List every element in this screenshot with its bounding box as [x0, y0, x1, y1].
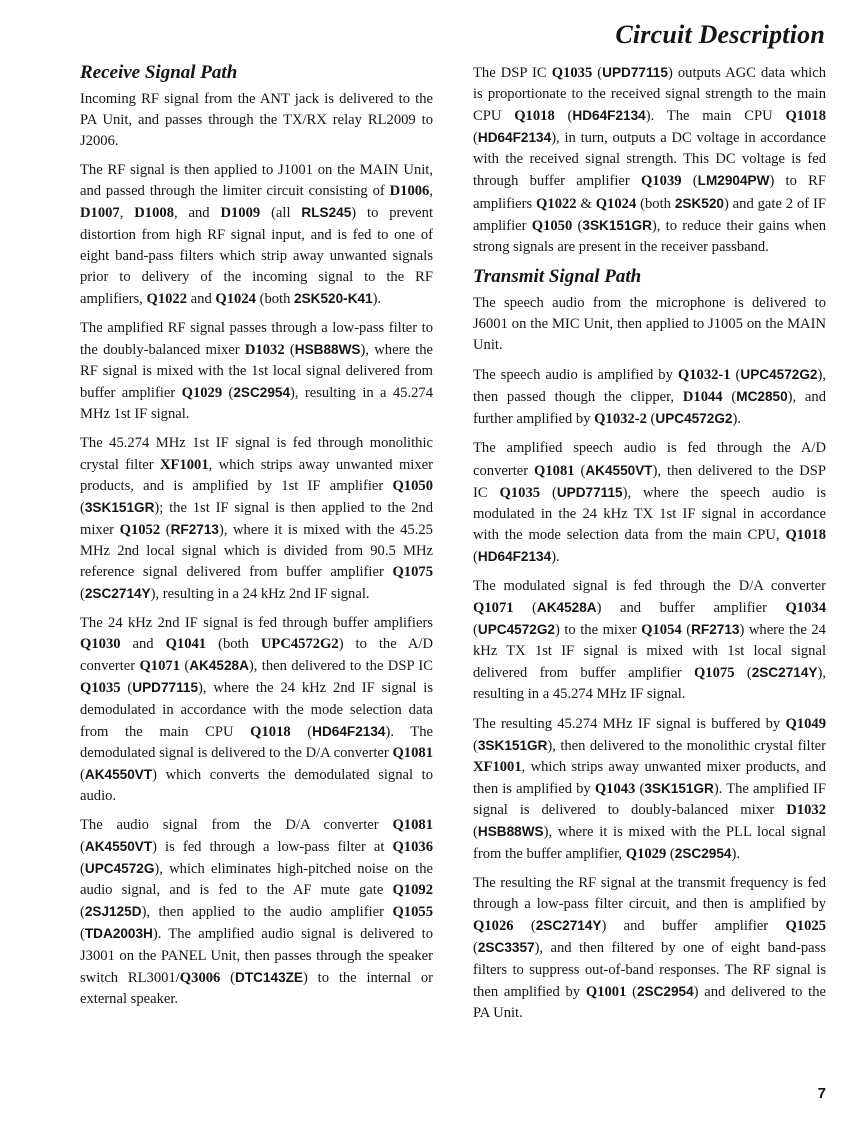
- component-ref: Q1043: [594, 780, 636, 797]
- page-number: 7: [817, 1085, 826, 1102]
- part-number: 2SC3357: [477, 940, 535, 956]
- part-number: AK4550VT: [84, 839, 153, 855]
- text-run: ). The demodulated signal is delivered to the D/A converter: [80, 723, 433, 761]
- part-number: HD64F2134: [477, 130, 552, 146]
- component-ref: Q1035: [551, 65, 593, 81]
- text-run: The speech audio from the microphone is delivered to J6001 on the MIC Unit, then applied to J1005 on the MAIN Unit.: [473, 294, 826, 354]
- text-run: ) to the A/D converter: [80, 636, 433, 675]
- text-run: Incoming RF signal from the ANT jack is delivered to the PA Unit, and passes through the TX/RX relay RL2009 to J2006.: [80, 91, 433, 150]
- part-number: AK4528A: [536, 600, 597, 616]
- section-heading-receive: Receive Signal Path: [80, 62, 238, 83]
- text-run: (: [80, 926, 85, 943]
- text-run: &: [576, 195, 596, 212]
- text-run: ) and delivered to the PA Unit.: [473, 983, 826, 1021]
- text-run: (: [666, 846, 675, 863]
- text-run: ).: [372, 290, 382, 307]
- text-run: ), and then filtered by one of eight band-pass filters to suppress out-of-band responses. The RF signal is then amplified by: [473, 940, 826, 1000]
- text-run: (: [513, 600, 537, 617]
- text-run: ), resulting in a 45.274 MHz IF signal.: [473, 665, 826, 703]
- text-run: (: [734, 665, 752, 682]
- text-run: ) and gate 2 of IF amplifier: [473, 195, 826, 234]
- text-run: (both: [206, 636, 261, 653]
- component-ref: Q1050: [531, 217, 573, 234]
- part-number: 2SK520-K41: [294, 290, 373, 306]
- text-run: ), where it is mixed with the 45.25 MHz 2nd local signal which is divided from 90.5 MHz reference signal delivered from buffer amplifier: [80, 521, 433, 580]
- component-ref: Q1036: [392, 839, 433, 856]
- section-heading-transmit: Transmit Signal Path: [473, 265, 642, 287]
- text-run: ), in turn, outputs a DC voltage in accordance with the received signal strength. This DC voltage is fed through buffer amplifier: [473, 130, 826, 190]
- component-ref: Q1054: [641, 622, 682, 639]
- text-run: ), where the speech audio is modulated in the 24 kHz TX 1st IF signal in accordance with the mode selection data from the main CPU,: [473, 484, 827, 543]
- text-run: and: [120, 636, 166, 653]
- text-run: ) and buffer amplifier: [596, 600, 786, 617]
- paragraph: [473, 438, 826, 568]
- part-number: 3SK151GR: [582, 217, 652, 233]
- text-run: (: [540, 484, 557, 501]
- text-run: ,: [119, 205, 135, 222]
- text-run: ), then passed though the clipper,: [473, 367, 826, 406]
- component-ref: XF1001: [160, 456, 209, 473]
- component-ref: Q1001: [585, 983, 627, 1000]
- text-run: (: [473, 548, 478, 565]
- text-run: (both: [255, 290, 295, 307]
- text-run: , which strips away unwanted mixer products, and is amplified by 1st IF amplifier: [80, 456, 433, 494]
- component-ref: Q1081: [392, 744, 433, 761]
- part-number: LM2904PW: [697, 173, 770, 189]
- text-run: ) and buffer amplifier: [601, 918, 786, 935]
- text-run: ), where the RF signal is mixed with the 1st local signal delivered from buffer amplifier: [80, 342, 433, 402]
- text-run: ) to the mixer: [554, 622, 642, 639]
- part-number: 2SC2954: [636, 983, 694, 999]
- paragraph: [80, 613, 433, 807]
- left-column: [80, 62, 433, 1018]
- component-ref: Q1039: [641, 173, 682, 190]
- text-run: (: [160, 521, 171, 538]
- text-run: ) to RF amplifiers: [473, 173, 826, 212]
- text-run: ) to the internal or external speaker.: [80, 969, 433, 1007]
- text-run: The resulting 45.274 MHz IF signal is buffered by: [473, 715, 786, 732]
- component-ref: Q1032-1: [677, 367, 731, 384]
- part-number: 2SJ125D: [84, 904, 142, 920]
- part-number: DTC143ZE: [235, 969, 304, 985]
- component-ref: Q1018: [514, 108, 555, 125]
- part-number: 2SC2954: [233, 385, 291, 401]
- text-run: (: [284, 342, 295, 359]
- component-ref: D1032: [244, 342, 285, 359]
- component-ref: Q1081: [392, 817, 433, 833]
- text-run: The 24 kHz 2nd IF signal is fed through buffer amplifiers: [80, 615, 433, 632]
- text-run: (: [222, 385, 234, 402]
- text-run: (: [635, 780, 645, 797]
- text-run: The 45.274 MHz 1st IF signal is fed through monolithic crystal filter: [80, 435, 433, 473]
- component-ref: Q1055: [392, 904, 433, 921]
- component-ref: Q1024: [595, 195, 637, 212]
- text-run: (: [80, 861, 85, 878]
- text-run: The RF signal is then applied to J1001 on the MAIN Unit, and passed through the limiter circuit consisting of: [80, 162, 433, 200]
- component-ref: Q1029: [625, 846, 667, 863]
- part-number: TDA2003H: [84, 926, 153, 942]
- paragraph: [80, 89, 433, 152]
- text-run: (: [180, 658, 190, 675]
- part-number: 2SC2714Y: [751, 665, 818, 681]
- text-run: (: [80, 904, 85, 921]
- component-ref: Q1075: [693, 665, 735, 682]
- text-run: ), resulting in a 45.274 MHz 1st IF signal.: [80, 385, 434, 423]
- part-number: 2SK520: [674, 195, 724, 211]
- part-number: 2SC2714Y: [535, 918, 602, 934]
- component-ref: Q1052: [119, 521, 161, 538]
- component-ref: D1007: [80, 205, 120, 222]
- component-ref: Q1018: [785, 108, 826, 125]
- text-run: ), and further amplified by: [473, 389, 826, 428]
- part-number: 3SK151GR: [477, 737, 548, 753]
- text-run: (: [473, 940, 478, 957]
- text-run: ). The amplified audio signal is delivered to J3001 on the PANEL Unit, then passes through the speaker switch RL3001/: [80, 926, 433, 986]
- part-number: UPC4572G: [84, 861, 155, 877]
- text-run: The resulting the RF signal at the transmit frequency is fed through a low-pass filter circuit, and then is amplified by: [473, 875, 826, 913]
- part-number: UPC4572G2: [477, 622, 555, 638]
- text-run: (: [473, 737, 478, 754]
- text-run: ), to reduce their gains when strong signals are present in the receiver passband.: [473, 217, 826, 255]
- paragraph: [80, 815, 433, 1010]
- text-run: (: [722, 389, 737, 406]
- text-run: ), then applied to the audio amplifier: [141, 904, 393, 921]
- component-ref: Q1034: [785, 600, 826, 617]
- text-run: (: [120, 680, 133, 697]
- text-run: ) which converts the demodulated signal to audio.: [80, 766, 433, 804]
- text-run: and: [187, 290, 216, 307]
- text-run: The modulated signal is fed through the D/A converter: [473, 577, 826, 594]
- agc-paragraphs: [473, 62, 826, 258]
- part-number: RLS245: [301, 205, 352, 221]
- page-title: Circuit Description: [615, 20, 825, 49]
- part-number: AK4550VT: [84, 766, 153, 782]
- component-ref: Q3006: [179, 969, 221, 986]
- part-number: HD64F2134: [312, 723, 386, 739]
- component-ref: Q1030: [80, 636, 121, 653]
- text-run: (: [513, 918, 536, 935]
- part-number: RF2713: [691, 622, 740, 638]
- component-ref: Q1081: [534, 462, 575, 479]
- paragraph: [473, 576, 826, 706]
- part-number: RF2713: [170, 521, 219, 537]
- transmit-paragraphs: [473, 293, 826, 1024]
- text-run: ) where the 24 kHz TX 1st IF signal is mixed with 1st local signal delivered from buffer amplifier: [473, 622, 826, 682]
- paragraph: [473, 364, 826, 430]
- text-run: ) outputs AGC data which is proportionate to the received signal strength to the main CPU: [473, 65, 826, 125]
- text-run: (: [473, 622, 478, 639]
- part-number: 3SK151GR: [644, 780, 714, 796]
- component-ref: Q1071: [139, 658, 180, 675]
- text-run: ), where it is mixed with the PLL local signal from the buffer amplifier,: [473, 824, 826, 863]
- text-run: (: [574, 462, 586, 479]
- text-run: (both: [636, 195, 675, 212]
- component-ref: D1008: [134, 205, 174, 222]
- text-run: (: [730, 367, 741, 384]
- text-run: ); the 1st IF signal is then applied to the 2nd mixer: [80, 499, 433, 538]
- component-ref: Q1071: [473, 600, 514, 617]
- text-run: ).: [551, 548, 560, 565]
- component-ref: Q1022: [146, 290, 188, 307]
- component-ref: Q1075: [392, 563, 433, 580]
- text-run: The speech audio is amplified by: [473, 367, 678, 384]
- component-ref: Q1018: [250, 723, 291, 740]
- text-run: ), where the 24 kHz 2nd IF signal is demodulated in accordance with the mode selection data from the main CPU: [80, 680, 434, 740]
- text-run: The audio signal from the D/A converter: [80, 817, 393, 833]
- component-ref: Q1025: [785, 918, 826, 935]
- part-number: UPD77115: [556, 484, 623, 500]
- text-run: (: [626, 983, 637, 1000]
- part-number: UPD77115: [602, 65, 668, 80]
- text-run: The amplified RF signal passes through a low-pass filter to the doubly-balanced mixer: [80, 319, 433, 359]
- text-run: The DSP IC: [473, 65, 552, 81]
- text-run: ), resulting in a 24 kHz 2nd IF signal.: [150, 586, 370, 603]
- part-number: UPC4572G2: [740, 367, 818, 383]
- component-ref: XF1001: [473, 758, 522, 775]
- text-run: (: [473, 130, 478, 147]
- part-number: 2SC2954: [674, 846, 732, 862]
- text-run: ).: [731, 846, 740, 863]
- part-number: HD64F2134: [572, 108, 646, 124]
- text-run: (: [681, 622, 692, 639]
- part-number: UPC4572G2: [655, 411, 733, 427]
- text-run: (: [80, 499, 85, 516]
- component-ref: Q1092: [392, 882, 433, 899]
- part-number: 3SK151GR: [84, 499, 155, 515]
- text-run: (: [220, 969, 236, 986]
- part-number: MC2850: [736, 389, 788, 405]
- component-ref: D1044: [682, 389, 723, 406]
- component-ref: D1006: [389, 183, 430, 200]
- component-ref: Q1035: [80, 680, 121, 697]
- component-ref: Q1029: [181, 385, 223, 402]
- text-run: The amplified speech audio is fed through the A/D converter: [473, 440, 826, 479]
- text-run: ,: [429, 183, 433, 200]
- text-run: ) is fed through a low-pass filter at: [152, 839, 393, 856]
- component-ref: Q1026: [473, 918, 514, 935]
- text-run: ), which eliminates high-pitched noise on the audio signal, and is fed to the AF mute gate: [80, 861, 433, 899]
- component-ref: Q1022: [536, 195, 577, 212]
- text-run: (: [80, 839, 85, 856]
- component-ref: Q1041: [165, 636, 207, 653]
- text-run: ), then delivered to the DSP IC: [248, 658, 433, 675]
- component-ref: Q1035: [499, 484, 541, 501]
- component-ref: Q1050: [392, 477, 433, 494]
- text-run: (: [290, 723, 313, 740]
- part-number: AK4550VT: [585, 462, 653, 478]
- text-run: , and: [174, 205, 221, 222]
- paragraph: [80, 433, 433, 605]
- receive-paragraphs: [80, 89, 433, 1010]
- right-column: [473, 62, 826, 1032]
- part-number: HD64F2134: [477, 548, 552, 564]
- text-run: ).: [732, 411, 741, 428]
- part-number: AK4528A: [189, 658, 249, 674]
- paragraph: [473, 62, 826, 258]
- text-run: (: [646, 411, 656, 428]
- text-run: , which strips away unwanted mixer products, and then is amplified by: [473, 758, 826, 797]
- component-ref: D1032: [786, 801, 826, 818]
- text-run: ), then delivered to the monolithic crystal filter: [547, 737, 826, 754]
- paragraph: [473, 873, 826, 1024]
- text-run: (: [80, 766, 85, 783]
- component-ref: Q1024: [215, 290, 256, 307]
- text-run: ) to prevent distortion from high RF signal input, and is fed to one of eight band-pass filters which strip away unwanted signals prior to delivery of the incoming signal to the RF amplifiers,: [80, 205, 433, 307]
- text-run: (: [554, 108, 573, 125]
- text-run: ). The amplified IF signal is delivered to doubly-balanced mixer: [473, 780, 826, 818]
- paragraph: [473, 714, 826, 866]
- paragraph: [80, 318, 433, 425]
- text-run: (: [592, 65, 603, 81]
- component-ref: UPC4572G2: [260, 636, 339, 653]
- text-run: (: [80, 586, 85, 603]
- component-ref: D1009: [220, 205, 261, 222]
- text-run: (: [681, 173, 698, 190]
- paragraph: [473, 293, 826, 356]
- part-number: HSB88WS: [477, 824, 544, 839]
- text-run: ), then delivered to the DSP IC: [473, 462, 827, 501]
- paragraph: [80, 160, 433, 310]
- text-run: ). The main CPU: [645, 108, 786, 125]
- component-ref: Q1018: [785, 526, 826, 543]
- part-number: HSB88WS: [294, 342, 361, 358]
- part-number: UPD77115: [132, 680, 199, 696]
- text-run: (: [473, 824, 478, 840]
- text-run: (: [572, 217, 583, 234]
- text-run: (all: [260, 205, 302, 222]
- component-ref: Q1032-2: [594, 411, 647, 428]
- part-number: 2SC2714Y: [84, 586, 151, 602]
- component-ref: Q1049: [785, 715, 826, 732]
